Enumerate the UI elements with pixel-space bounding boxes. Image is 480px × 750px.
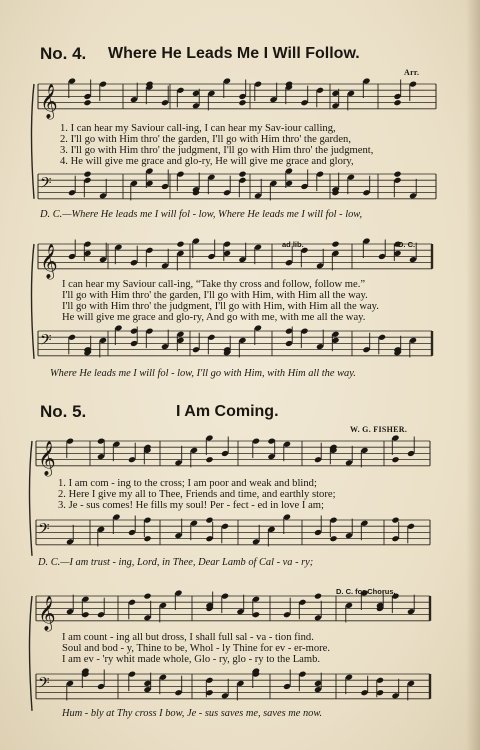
treble-clef-icon: 𝄞 — [38, 595, 56, 631]
note-head — [238, 171, 246, 178]
hymn-4-verse-3b: I'll go with Him thro' the judgment, I'll go with Him, with Him all the way. — [62, 301, 379, 312]
system-brace — [30, 441, 33, 556]
hymn-5-verse-2b: Soul and bod - y, Thine to be, Whol - ly Thine for ev - er-more. — [62, 643, 331, 654]
hymn-4-verse-4b: He will give me grace and glo-ry, And go with me, with me all the way. — [62, 312, 366, 323]
hymn-4-number: No. 4. — [40, 44, 87, 63]
note-head — [238, 99, 246, 106]
hymn-4-title: Where He Leads Me I Will Follow. — [108, 45, 360, 62]
note-head — [393, 99, 401, 106]
hymn-5-title: I Am Coming. — [176, 403, 279, 420]
note-head — [314, 593, 322, 600]
treble-clef-icon: 𝄞 — [38, 440, 56, 476]
hymn-4-dc-mark: D. C. — [398, 240, 416, 249]
hymn-4-verse-4a: 4. He will give me grace and glo-ry, He will give me grace and glory, — [60, 156, 354, 167]
system-brace — [32, 244, 35, 359]
note-head — [391, 456, 399, 463]
hymn-5-dc-line: D. C.—I am trust - ing, Lord, in Thee, Dear Lamb of Cal - va - ry; — [38, 557, 314, 568]
hymn-4-verse-2b: I'll go with Him thro' the garden, I'll go with Him, with Him all the way. — [62, 290, 368, 301]
bass-clef-icon: 𝄢 — [40, 331, 52, 353]
hymn-4-dc-line: D. C.—Where He leads me I will fol - low, Where He leads me I will fol - low, — [40, 209, 363, 220]
system-brace — [32, 84, 35, 199]
hymn-5-verse-3a: 3. Je - sus comes! He fills my soul! Per - fect - ed in love I am; — [58, 500, 324, 511]
hymn-4-verse-1a: 1. I can hear my Saviour call-ing, I can hear my Sav-iour calling, — [60, 123, 336, 134]
hymn-4-refrain-line: Where He leads me I will fol - low, I'll go with Him, with Him all the way. — [50, 368, 356, 379]
note-head — [176, 241, 184, 248]
bass-clef-icon: 𝄢 — [38, 520, 50, 542]
hymn-5-dc-chorus-mark: D. C. for Chorus. — [336, 587, 396, 596]
system-brace — [30, 596, 33, 711]
treble-clef-icon: 𝄞 — [40, 243, 58, 279]
hymn-5-verse-2a: 2. Here I give my all to Thee, Friends and time, and earthly store; — [58, 489, 336, 500]
hymn-4-verse-2a: 2. I'll go with Him thro' the garden, I'll go with Him thro' the garden, — [60, 134, 351, 145]
hymn-5-verse-1b: I am count - ing all but dross, I shall full sal - va - tion find. — [62, 632, 314, 643]
hymn-5-credit: W. G. FISHER. — [350, 425, 408, 434]
treble-clef-icon: 𝄞 — [40, 83, 58, 119]
hymn-5-verse-3b: I am ev - 'ry whit made whole, Glo - ry, glo - ry to the Lamb. — [62, 654, 321, 665]
note-head — [143, 593, 151, 600]
note-head — [83, 171, 91, 178]
note-head — [83, 99, 91, 106]
note-head — [393, 171, 401, 178]
hymn-5-verse-1a: 1. I am com - ing to the cross; I am poor and weak and blind; — [58, 478, 317, 489]
hymn-5-refrain-line: Hum - bly at Thy cross I bow, Je - sus saves me, saves me now. — [62, 708, 323, 719]
hymn-4-verse-3a: 3. I'll go with Him thro' the judgment, I'll go with Him thro' the judgment, — [60, 145, 374, 156]
note-head — [205, 456, 213, 463]
hymn-4-ad-lib: ad lib. — [282, 240, 304, 249]
hymn-4-verse-1b: I can hear my Saviour call-ing, “Take thy cross and follow, follow me.” — [62, 279, 366, 290]
note-head — [331, 241, 339, 248]
hymn-5-number: No. 5. — [40, 402, 87, 421]
bass-clef-icon: 𝄢 — [38, 674, 50, 696]
bass-clef-icon: 𝄢 — [40, 174, 52, 196]
hymn-4-credit: Arr. — [404, 68, 420, 77]
